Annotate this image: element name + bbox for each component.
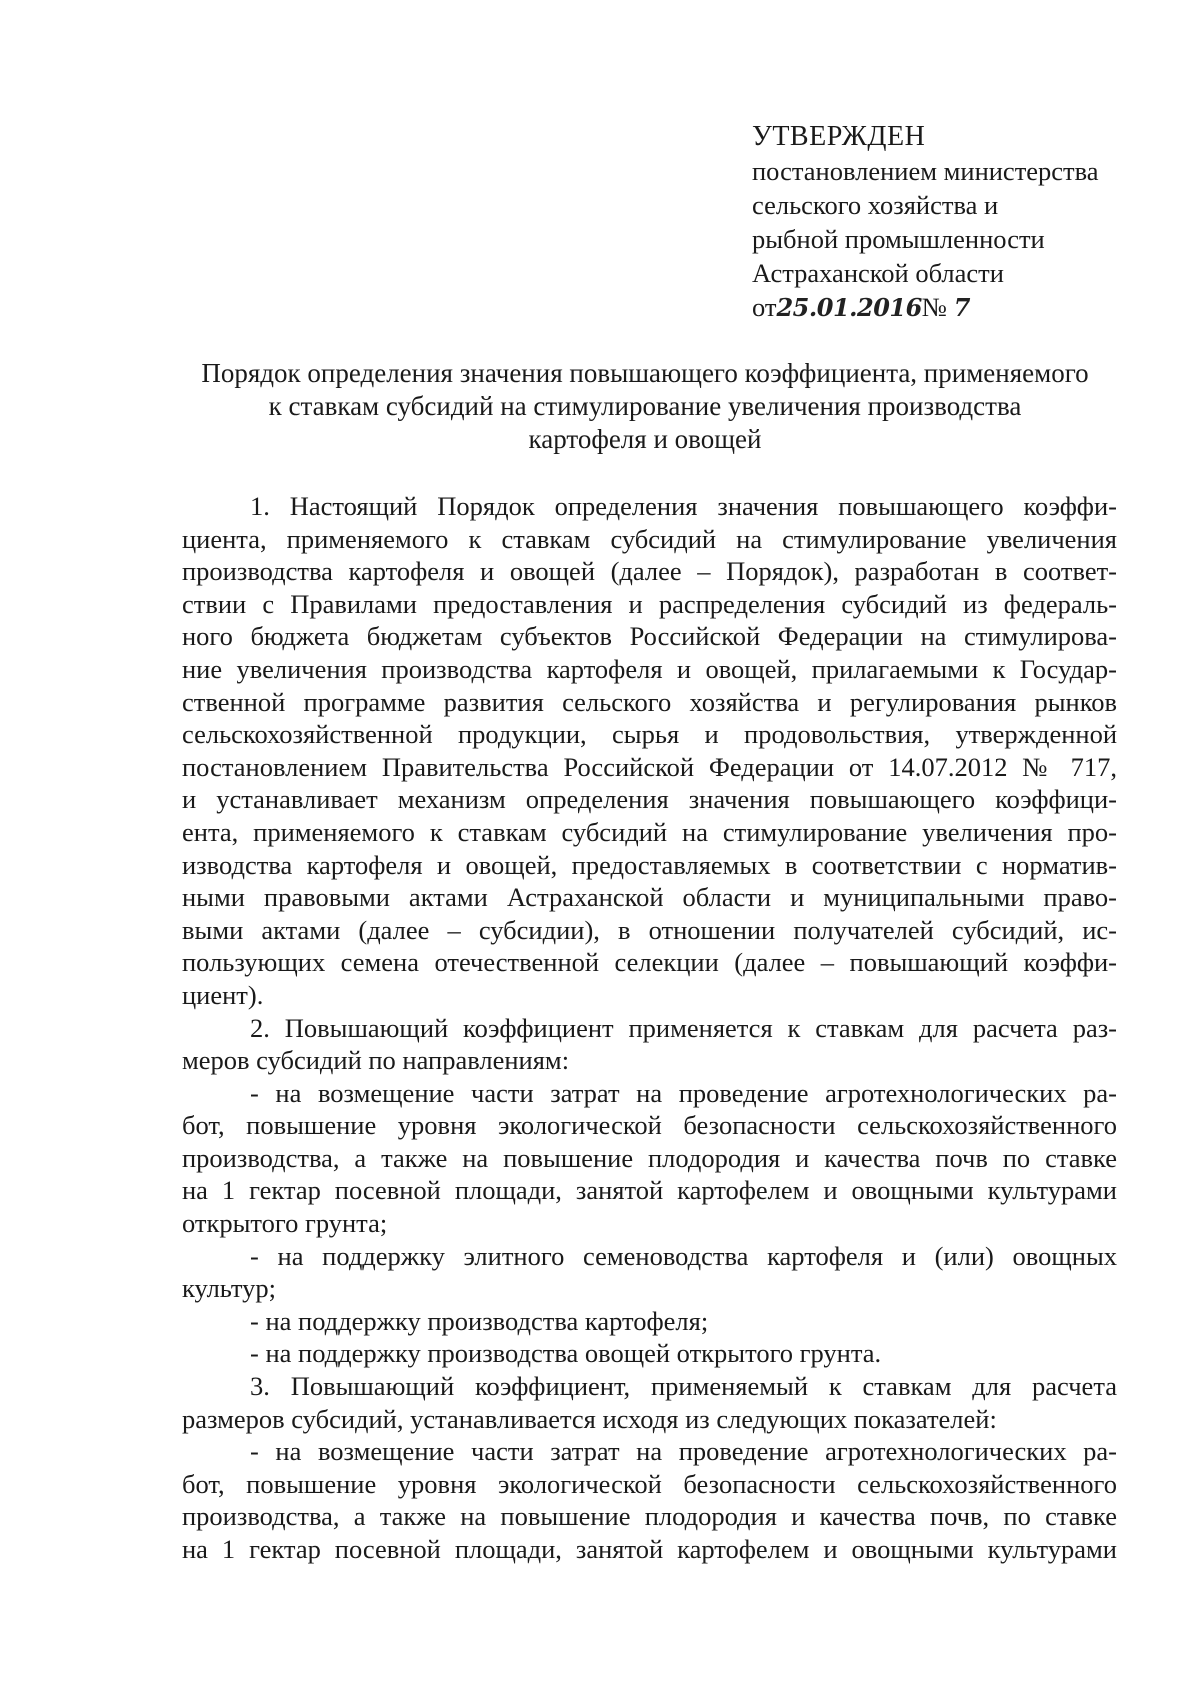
- body-line: - на поддержку элитного семеноводства картофеля и (или) овощных: [250, 1240, 1117, 1271]
- body-line: ственной программе развития сельского хозяйства и регулирования рынков: [182, 686, 1117, 717]
- body-line: 3. Повышающий коэффициент, применяемый к ставкам для расчета: [250, 1371, 1117, 1402]
- body-line: ными правовыми актами Астраханской области и муниципальными право-: [182, 882, 1117, 913]
- body-line: меров субсидий по направлениям:: [182, 1045, 570, 1076]
- body-line: на 1 гектар посевной площади, занятой картофелем и овощными культурами: [182, 1175, 1117, 1206]
- approval-block: [752, 120, 1172, 325]
- handwritten-date: 25.01.2016: [776, 293, 922, 322]
- number-prefix: №: [921, 292, 948, 322]
- body-line: изводства картофеля и овощей, предоставляемых в соответствии с норматив-: [182, 849, 1117, 880]
- date-prefix: от: [752, 292, 777, 322]
- approval-line-1: постановлением министерства: [752, 156, 1099, 186]
- body-line: ствии с Правилами предоставления и распределения субсидий из федераль-: [182, 588, 1117, 619]
- approval-line-2: сельского хозяйства и: [752, 190, 999, 220]
- body-line: 1. Настоящий Порядок определения значения повышающего коэффи-: [250, 491, 1117, 521]
- title-line-1: Порядок определения значения повышающего коэффициента, применяемого: [201, 358, 1089, 388]
- handwritten-number: 7: [953, 293, 970, 322]
- body-line: на 1 гектар посевной площади, занятой картофелем и овощными культурами: [182, 1534, 1117, 1564]
- body-line: - на поддержку производства картофеля;: [250, 1305, 709, 1336]
- body-line: сельскохозяйственной продукции, сырья и продовольствия, утвержденной: [182, 719, 1117, 750]
- body-line: производства картофеля и овощей (далее – Порядок), разработан в соответ-: [182, 556, 1117, 587]
- approval-line-4: Астраханской области: [752, 258, 1004, 288]
- body-line: циента, применяемого к ставкам субсидий на стимулирование увеличения: [182, 523, 1117, 554]
- body-line: постановлением Правительства Российской Федерации от 14.07.2012 № 717,: [182, 751, 1117, 782]
- body-line: ние увеличения производства картофеля и овощей, прилагаемыми к Государ-: [182, 653, 1117, 684]
- body-line: размеров субсидий, устанавливается исходя из следующих показателей:: [182, 1403, 997, 1434]
- body-line: бот, повышение уровня экологической безопасности сельскохозяйственного: [182, 1110, 1117, 1141]
- approval-date-line: [752, 290, 1172, 325]
- body-line: - на поддержку производства овощей открытого грунта.: [250, 1338, 882, 1369]
- body-line: выми актами (далее – субсидии), в отношении получателей субсидий, ис-: [182, 914, 1117, 945]
- document-body: [182, 490, 1117, 1566]
- body-line: производства, а также на повышение плодородия и качества почв по ставке: [182, 1142, 1117, 1173]
- body-line: циент).: [182, 979, 264, 1010]
- body-line: - на возмещение части затрат на проведение агротехнологических ра-: [250, 1436, 1117, 1467]
- document-title: [170, 357, 1120, 456]
- approval-line-3: рыбной промышленности: [752, 224, 1045, 254]
- title-line-2: к ставкам субсидий на стимулирование увеличения производства: [268, 391, 1022, 421]
- body-line: 2. Повышающий коэффициент применяется к ставкам для расчета раз-: [250, 1012, 1117, 1043]
- approved-heading: УТВЕРЖДЕН: [752, 121, 926, 152]
- title-line-3: картофеля и овощей: [528, 424, 762, 454]
- body-line: бот, повышение уровня экологической безопасности сельскохозяйственного: [182, 1468, 1117, 1499]
- body-line: ного бюджета бюджетам субъектов Российской Федерации на стимулирова-: [182, 621, 1117, 652]
- body-line: ента, применяемого к ставкам субсидий на стимулирование увеличения про-: [182, 816, 1117, 847]
- body-line: и устанавливает механизм определения значения повышающего коэффици-: [182, 784, 1117, 815]
- body-line: культур;: [182, 1273, 276, 1304]
- body-line: - на возмещение части затрат на проведение агротехнологических ра-: [250, 1077, 1117, 1108]
- body-line: открытого грунта;: [182, 1208, 388, 1239]
- body-line: производства, а также на повышение плодородия и качества почв, по ставке: [182, 1501, 1117, 1532]
- body-line: пользующих семена отечественной селекции (далее – повышающий коэффи-: [182, 947, 1117, 978]
